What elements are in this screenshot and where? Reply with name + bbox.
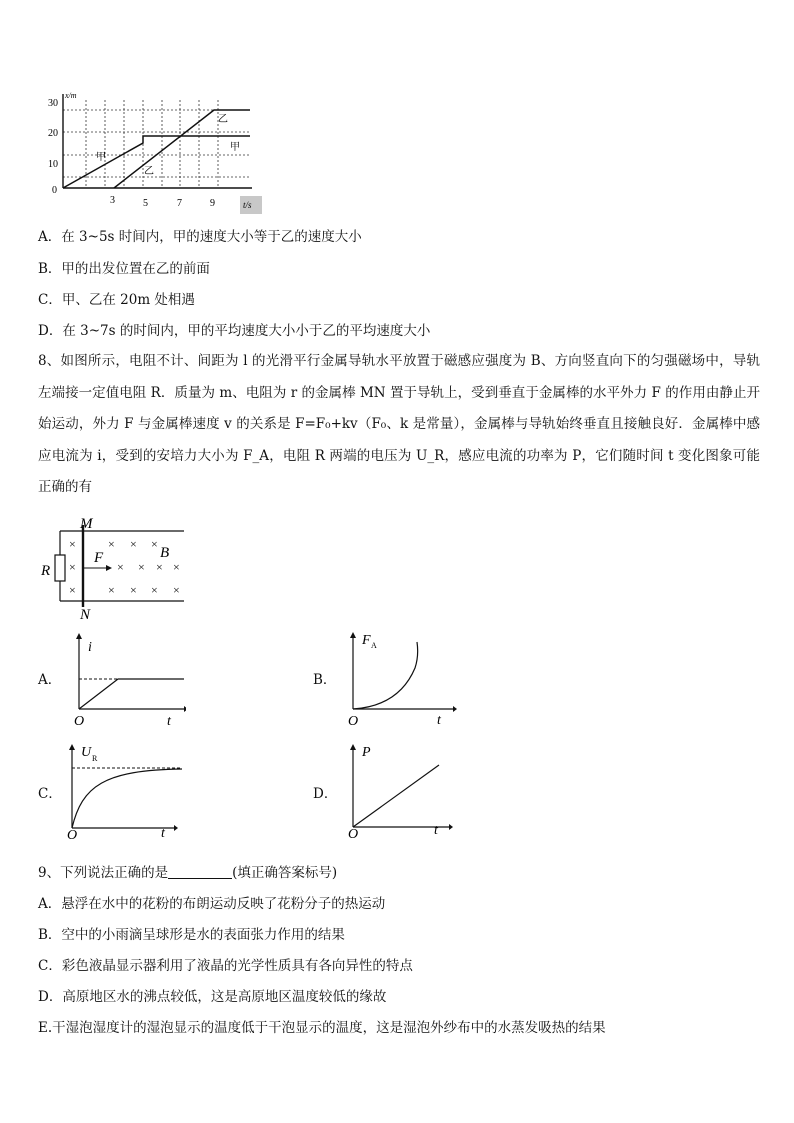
x-tick: 3	[110, 195, 115, 206]
label-f: F	[94, 550, 104, 566]
label-n: N	[80, 607, 91, 623]
x-label: t	[161, 826, 165, 840]
field-cross: ×	[130, 583, 137, 597]
q8-option-d-label: D．	[313, 786, 338, 802]
field-cross: ×	[69, 583, 76, 597]
q9-option-c: C．彩色液晶显示器利用了液晶的光学性质具有各向异性的特点	[38, 958, 413, 974]
q8-option-a-label: A．	[38, 672, 62, 688]
label-m: M	[80, 516, 93, 532]
y-tick: 0	[52, 185, 57, 196]
answer-blank[interactable]	[168, 864, 232, 879]
q9-option-e: E.干湿泡湿度计的湿泡显示的温度低于干泡显示的温度，这是湿泡外纱布中的水蒸发吸热的结果	[38, 1020, 606, 1036]
field-cross: ×	[69, 560, 76, 574]
q9-stem: 9、下列说法正确的是 (填正确答案标号)	[38, 865, 338, 881]
curve	[353, 765, 439, 827]
origin-label: O	[348, 827, 359, 840]
y-axis-arrow	[76, 633, 82, 639]
y-tick: 30	[48, 98, 58, 109]
field-cross: ×	[151, 583, 158, 597]
q8-stem: 8、如图所示，电阻不计、间距为 l 的光滑平行金属导轨水平放置于磁感应强度为 B、方向竖直向下的匀强磁场中，导轨左端接一定值电阻 R．质量为 m、电阻为 r 的金属棒 MN 置于导轨上，受到垂直于金属棒的水平外力 F 的作用由静止开始运动，外力 F 与金属棒速度 v 的关系是 F=F₀+kv（F₀、k 是常量），金属棒与导轨始终垂直且接触良好．金属棒中感应电流为 i，受到的安培力大小为 F_A，电阻 R 两端的电压为 U_R，感应电流的功率为 P，它们随时间 t 变化图象可能正确的有	[38, 353, 760, 495]
field-cross: ×	[173, 583, 180, 597]
circuit-diagram	[38, 515, 198, 623]
graph-c	[64, 740, 184, 840]
q7-option-c: C．甲、乙在 20m 处相遇	[38, 292, 195, 308]
q9-option-b: B．空中的小雨滴呈球形是水的表面张力作用的结果	[38, 927, 345, 943]
x-label: t	[437, 713, 441, 728]
graph-b	[341, 628, 461, 728]
resistor	[55, 555, 65, 581]
origin-label: O	[67, 828, 78, 840]
curve	[79, 679, 184, 709]
x-label: t	[167, 714, 171, 729]
y-label-sub: R	[92, 754, 98, 763]
q7-option-d: D．在 3~7s 的时间内，甲的平均速度大小小于乙的平均速度大小	[38, 323, 431, 339]
field-cross: ×	[156, 560, 163, 574]
line-label-jia: 甲	[96, 152, 106, 163]
field-cross: ×	[108, 537, 115, 551]
x-axis-arrow	[449, 824, 453, 830]
y-label: F	[362, 633, 371, 648]
y-axis-arrow	[350, 744, 356, 750]
graph-d	[341, 740, 461, 840]
field-cross: ×	[117, 560, 124, 574]
curve	[353, 642, 418, 709]
q7-option-b: B．甲的出发位置在乙的前面	[38, 261, 210, 277]
force-arrow-head	[106, 565, 112, 571]
x-tick: 7	[177, 198, 182, 209]
x-axis-arrow	[174, 825, 178, 831]
x-axis-label: t/s	[243, 200, 252, 210]
q8-option-c-label: C．	[38, 786, 62, 802]
q8-option-b-label: B．	[313, 672, 337, 688]
xt-graph	[40, 88, 265, 216]
y-label-sub: A	[371, 641, 377, 650]
field-cross: ×	[108, 583, 115, 597]
line-label-jia: 甲	[230, 142, 240, 153]
line-label-yi: 乙	[218, 114, 228, 125]
q7-option-a: A．在 3~5s 时间内，甲的速度大小等于乙的速度大小	[38, 229, 362, 245]
y-axis-arrow	[69, 744, 75, 750]
field-cross: ×	[69, 537, 76, 551]
field-cross: ×	[151, 537, 158, 551]
q9-option-a: A．悬浮在水中的花粉的布朗运动反映了花粉分子的热运动	[38, 896, 386, 912]
x-axis-arrow	[184, 706, 186, 712]
origin-label: O	[348, 714, 359, 728]
y-label: P	[362, 745, 371, 760]
line-label-yi: 乙	[144, 166, 154, 177]
field-cross: ×	[130, 537, 137, 551]
x-tick: 5	[143, 198, 148, 209]
x-label: t	[434, 823, 438, 838]
label-r: R	[41, 563, 51, 579]
y-tick: 10	[48, 159, 58, 170]
y-tick: 20	[48, 128, 58, 139]
y-label: U	[81, 745, 92, 760]
y-label: i	[88, 640, 92, 655]
label-b: B	[160, 545, 170, 561]
y-axis-label: x/m	[65, 91, 77, 100]
field-cross: ×	[138, 560, 145, 574]
graph-a	[66, 633, 186, 729]
y-axis-arrow	[350, 632, 356, 638]
curve	[72, 769, 182, 828]
x-axis-arrow	[453, 706, 457, 712]
q9-option-d: D．高原地区水的沸点较低，这是高原地区温度较低的缘故	[38, 989, 387, 1005]
origin-label: O	[74, 714, 85, 729]
field-cross: ×	[173, 560, 180, 574]
x-tick: 9	[210, 198, 215, 209]
